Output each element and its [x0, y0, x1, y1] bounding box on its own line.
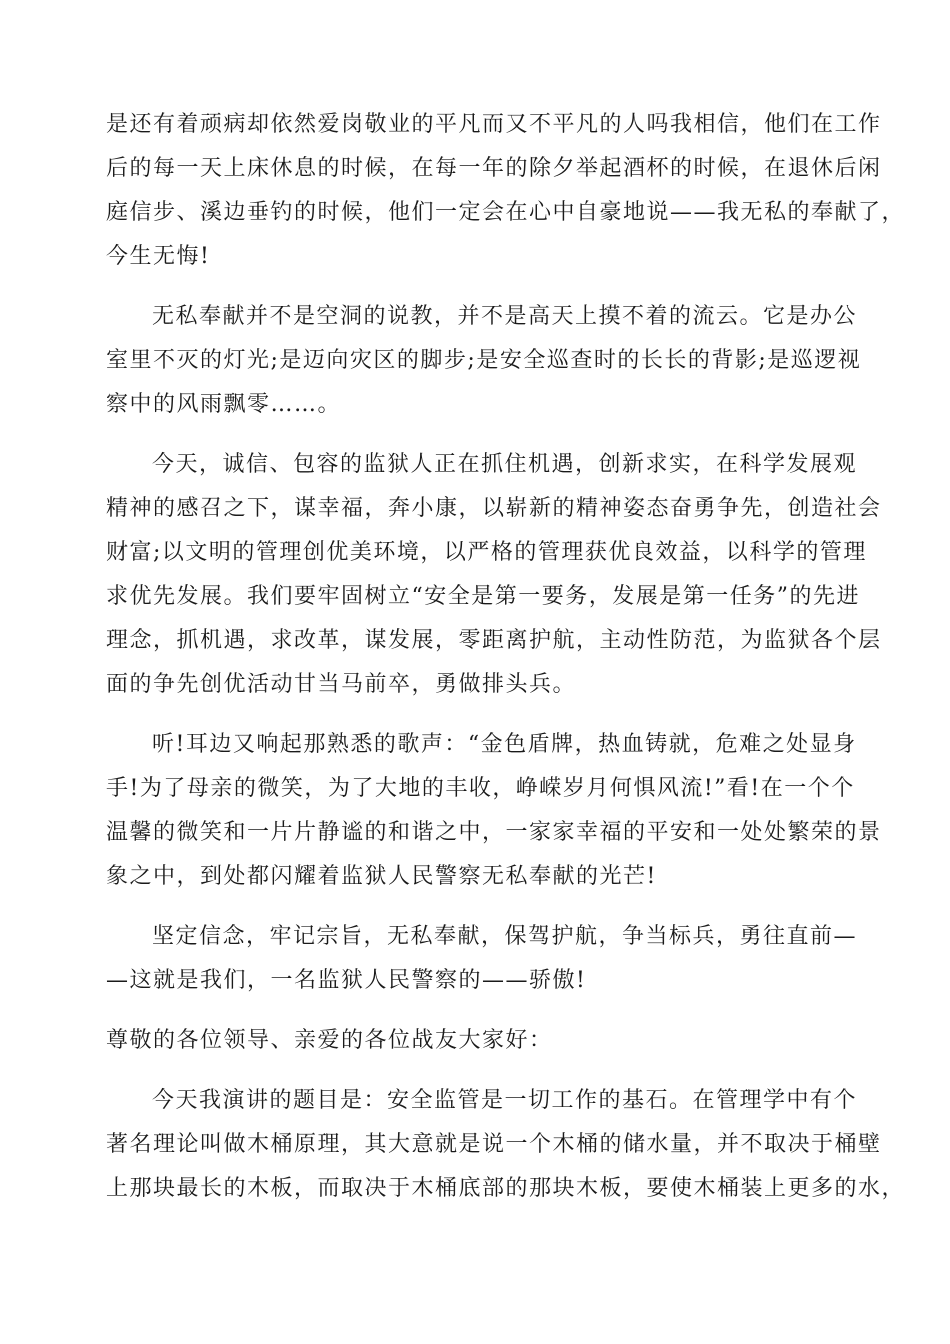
- paragraph-5-line-1: 坚定信念，牢记宗旨，无私奉献，保驾护航，争当标兵，勇往直前—: [152, 924, 858, 949]
- paragraph-5-line-2: —这就是我们，一名监狱人民警察的——骄傲!: [106, 968, 587, 993]
- paragraph-3-line-1: 今天，诚信、包容的监狱人正在抓住机遇，创新求实，在科学发展观: [152, 452, 858, 477]
- paragraph-1-line-1: 是还有着顽病却依然爱岗敬业的平凡而又不平凡的人吗我相信，他们在工作: [106, 112, 882, 137]
- paragraph-4-line-3: 温馨的微笑和一片片静谧的和谐之中，一家家幸福的平安和一处处繁荣的景: [106, 820, 882, 845]
- paragraph-1-line-2: 后的每一天上床休息的时候，在每一年的除夕举起酒杯的时候，在退休后闲: [106, 156, 882, 181]
- paragraph-7-line-2: 著名理论叫做木桶原理，其大意就是说一个木桶的储水量，并不取决于桶壁: [106, 1132, 882, 1157]
- greeting-line: 尊敬的各位领导、亲爱的各位战友大家好：: [106, 1028, 553, 1053]
- paragraph-3-line-6: 面的争先创优活动甘当马前卒，勇做排头兵。: [106, 672, 577, 697]
- paragraph-1-line-3: 庭信步、溪边垂钓的时候，他们一定会在心中自豪地说——我无私的奉献了，: [106, 200, 906, 225]
- paragraph-3-line-3: 财富;以文明的管理创优美环境，以严格的管理获优良效益，以科学的管理: [106, 540, 867, 565]
- paragraph-7-line-1: 今天我演讲的题目是：安全监管是一切工作的基石。在管理学中有个: [152, 1088, 858, 1113]
- paragraph-4-line-1: 听!耳边又响起那熟悉的歌声：“金色盾牌，热血铸就，危难之处显身: [152, 732, 857, 757]
- paragraph-3-line-4: 求优先发展。我们要牢固树立“安全是第一要务，发展是第一任务”的先进: [106, 584, 860, 609]
- paragraph-1-line-4: 今生无悔!: [106, 244, 211, 269]
- paragraph-2-line-2: 室里不灭的灯光;是迈向灾区的脚步;是安全巡查时的长长的背影;是巡逻视: [106, 348, 862, 373]
- paragraph-2-line-1: 无私奉献并不是空洞的说教，并不是高天上摸不着的流云。它是办公: [152, 304, 858, 329]
- paragraph-3-line-5: 理念，抓机遇，求改革，谋发展，零距离护航，主动性防范，为监狱各个层: [106, 628, 882, 653]
- paragraph-2-line-3: 察中的风雨飘零……。: [106, 392, 342, 417]
- paragraph-4-line-2: 手!为了母亲的微笑，为了大地的丰收，峥嵘岁月何惧风流!”看!在一个个: [106, 776, 855, 801]
- paragraph-7-line-3: 上那块最长的木板，而取决于木桶底部的那块木板，要使木桶装上更多的水，: [106, 1176, 906, 1201]
- paragraph-4-line-4: 象之中，到处都闪耀着监狱人民警察无私奉献的光芒!: [106, 864, 657, 889]
- paragraph-3-line-2: 精神的感召之下，谋幸福，奔小康，以崭新的精神姿态奋勇争先，创造社会: [106, 496, 882, 521]
